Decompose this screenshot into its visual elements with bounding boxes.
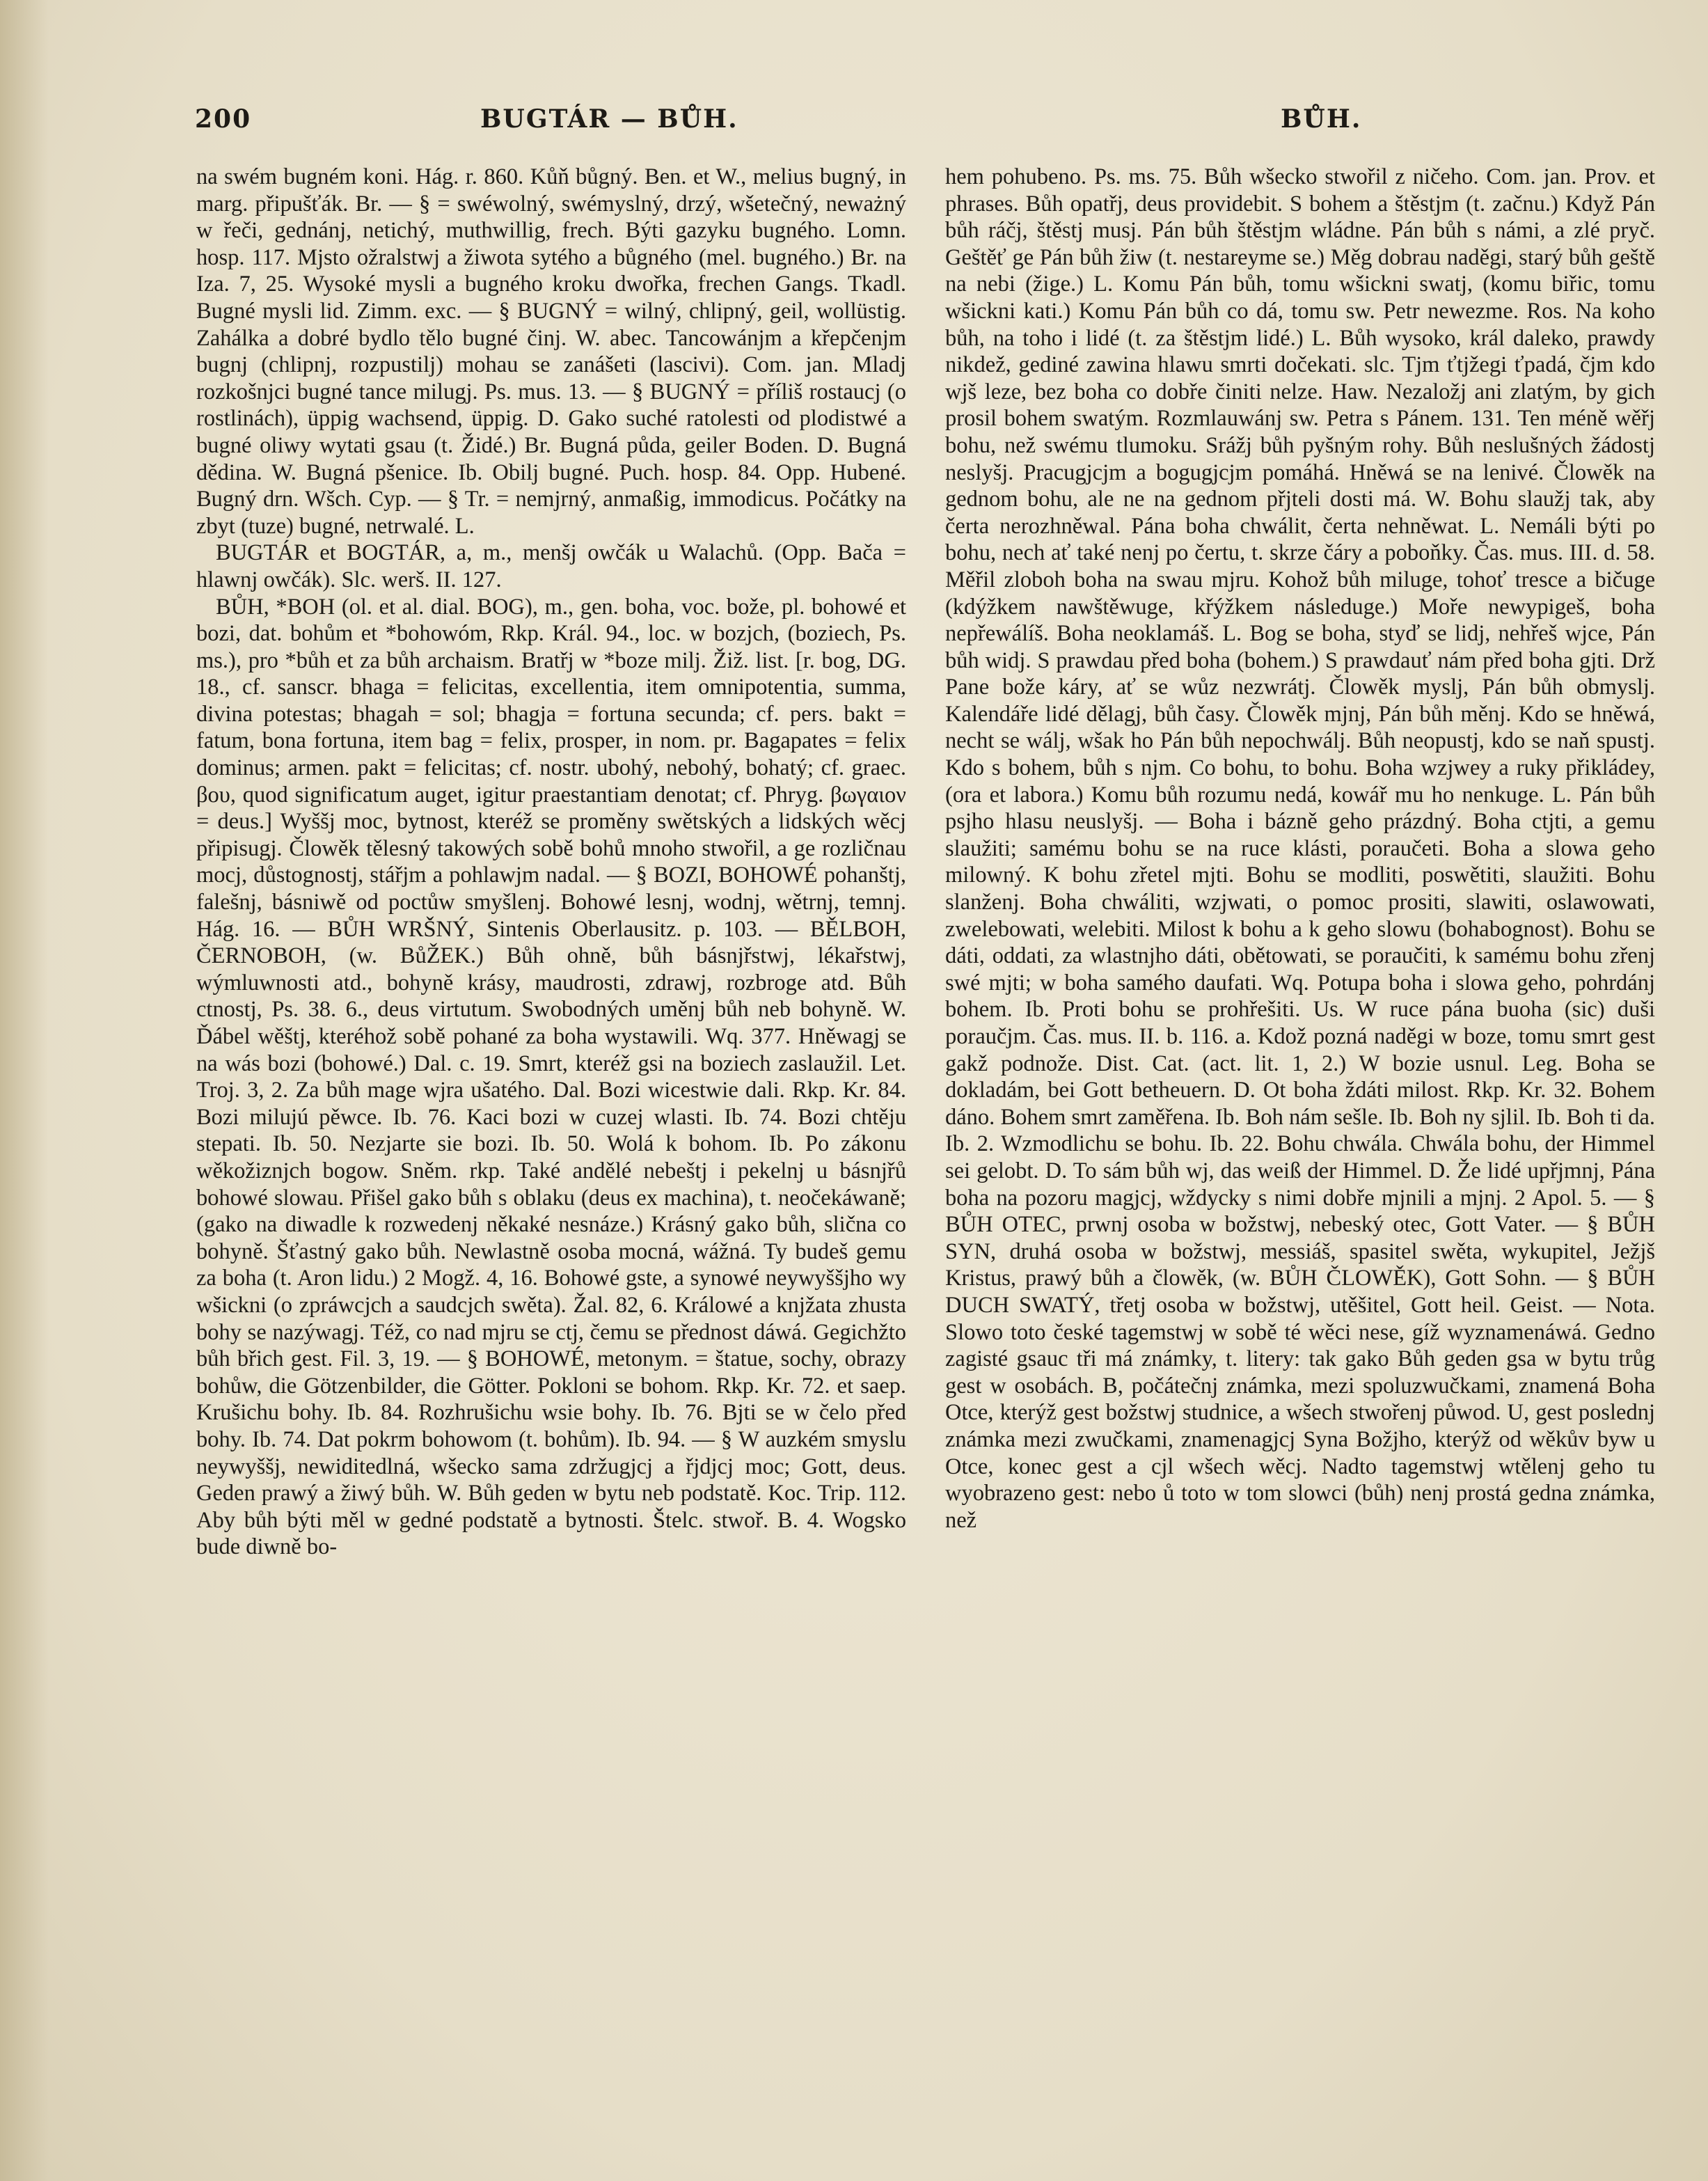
page-gutter-shadow: [0, 0, 49, 2181]
page-number: 200: [195, 104, 252, 134]
page-header: [195, 104, 1604, 146]
entry-buh-continuation: hem pohubeno. Ps. ms. 75. Bůh wšecko stwořil z ničeho. Com. jan. Prov. et phrases. Bůh opatřj, deus providebit. S bohem a štěstjm (t. začnu.) Když Pán bůh ráčj, štěstj musj. Pán bůh štěstjm wládne. Pán bůh s námi, a zlé pryč. Geštěť ge Pán bůh žiw (t. nestareyme se.) Měg dobrau naděgi, starý bůh geště na nebi (žige.) L. Komu Pán bůh, tomu wšickni swatj, (komu biřic, tomu wšickni kati.) Komu Pán bůh co dá, tomu sw. Petr newezme. Ros. Na koho bůh, na toho i lidé (t. za štěstjm lidé.) L. Bůh wysoko, král daleko, prawdy nikdež, gediné zawina hlawu smrti dočekati. slc. Tjm ťtjžegi ťpadá, čjm kdo wjš leze, bez boha co dobře činiti nelze. Haw. Nezaložj ani zlatým, by gich prosil bohem swatým. Rozmlauwánj sw. Petra s Pánem. 131. Ten méně wěřj bohu, než swému tlumoku. Srážj bůh pyšným rohy. Bůh neslušných žádostj neslyšj. Pracugjcjm a bogugjcjm pomáhá. Hněwá se na lenivé. Člowěk na gednom bohu, ale ne na gednom přjteli dosti má. W. Bohu slaužj tak, aby čerta nerozhněwal. Pána boha chwálit, čerta nehněwat. L. Nemáli býti po bohu, nech ať také nenj po čertu, t. skrze čáry a poboňky. Čas. mus. III. d. 58. Měřil zloboh boha na swau mjru. Kohož bůh miluge, tohoť tresce a bičuge (kdýžkem nawštěwuge, křýžkem následuge.) Moře newypigeš, boha nepřewálíš. Boha neoklamáš. L. Bog se boha, styď se lidj, nehřeš wjce, Pán bůh widj. S prawdau před boha (bohem.) S prawdauť nám před boha gjti. Drž Pane bože káry, ať se wůz nezwrátj. Člowěk myslj, Pán bůh obmyslj. Kalendáře lidé dělagj, bůh časy. Člowěk mjnj, Pán bůh měnj. Kdo se hněwá, necht se wálj, wšak ho Pán bůh nepochwálj. Bůh neopustj, kdo se naň spustj. Kdo s bohem, bůh s njm. Co bohu, to bohu. Boha wzjwey a ruky přikládey, (ora et labora.) Komu bůh rozumu nedá, kowář mu ho nenkuge. L. Pán bůh psjho hlasu neuslyšj. — Boha i bázně geho prázdný. Boha ctjti, a gemu slaužiti; samému bohu se na ruce klásti, poraučeti. Boha a slowa geho milowný. K bohu zřetel mjti. Bohu se modliti, poswětiti, slaužiti. Bohu slanženj. Boha chwáliti, wzjwati, o pomoc prositi, slawiti, oslawowati, zwelebowati, welebiti. Milost k bohu a k geho slowu (bohabognost). Bohu se dáti, oddati, za wlastnjho dáti, obětowati, se poraučiti, k samému bohu zřenj swé mjti; w boha samého daufati. Wq. Potupa boha i slowa geho, pohrdánj bohem. Ib. Proti bohu se prohřešiti. Us. W ruce pána buoha (sic) duši poraučjm. Čas. mus. II. b. 116. a. Kdož pozná naděgi w boze, tomu smrt gest gakž podnože. Dist. Cat. (act. lit. 1, 2.) W bozie usnul. Leg. Boha se dokladám, bei Gott betheuern. D. Ot boha ždáti milost. Rkp. Kr. 32. Bohem dáno. Bohem smrt zaměřena. Ib. Boh nám sešle. Ib. Boh ny sjlil. Ib. Boh ti da. Ib. 2. Wzmodlichu se bohu. Ib. 22. Bohu chwála. Chwála bohu, der Himmel sei gelobt. D. To sám bůh wj, das weiß der Himmel. D. Že lidé upřjmnj, Pána boha na pozoru magjcj, wždycky s nimi dobře mjnili a mjnj. 2 Apol. 5. — § BŮH OTEC, prwnj osoba w božstwj, nebeský otec, Gott Vater. — § BŮH SYN, druhá osoba w božstwj, messiáš, spasitel swěta, wykupitel, Ježjš Kristus, prawý bůh a člowěk, (w. BŮH ČLOWĚK), Gott Sohn. — § BŮH DUCH SWATÝ, třetj osoba w božstwj, utěšitel, Gott heil. Geist. — Nota. Slowo toto české tagemstwj w sobě té wěci nese, gíž wyznamenáwá. Gedno zagisté gsauc tři má známky, t. litery: tak gako Bůh geden gsa w bytu trůg gest w osobách. B, počátečnj známka, mezi spoluzwučkami, znamená Boha Otce, kterýž gest božstwj studnice, a wšech stwořenj půwod. U, gest poslednj známka mezi zwučkami, znamenagjcj Syna Božjho, kterýž od wěkův byw u Otce, konec gest a cjl wšech wěcj. Nadto tagemstwj wtělenj geho tu wyobrazeno gest: nebo ů toto w tom slowci (bůh) nenj prostá gedna známka, než: [945, 164, 1655, 1533]
entry-buh: BŮH, *BOH (ol. et al. dial. BOG), m., gen. boha, voc. bože, pl. bohowé et bozi, dat. bohům et *bohowóm, Rkp. Král. 94., loc. w bozjch, (boziech, Ps. ms.), pro *bůh et za bůh archaism. Bratřj w *boze milj. Žiž. list. [r. bog, DG. 18., cf. sanscr. bhaga = felicitas, excellentia, item omnipotentia, summa, divina potestas; bhagah = sol; bhagja = fortuna secunda; cf. pers. bakt = fatum, bona fortuna, item bag = felix, prosper, in nom. pr. Bagapates = felix dominus; armen. pakt = felicitas; cf. nostr. ubohý, nebohý, bohatý; cf. graec. βου, quod significatum auget, igitur praestantiam denotat; cf. Phryg. βωγαιον = deus.] Wyššj moc, bytnost, kteréž se proměny swětských a lidských wěcj připisugj. Člowěk tělesný takowých sobě bohů mnoho stwořil, a ge rozličnau mocj, důstognostj, stářjm a pohlawjm nadal. — § BOZI, BOHOWÉ pohanštj, falešnj, básniwě od poctůw smyšlenj. Bohowé lesnj, wodnj, wětrnj, temnj. Hág. 16. — BŮH WRŠNÝ, Sintenis Oberlausitz. p. 103. — BĚLBOH, ČERNOBOH, (w. BůŽEK.) Bůh ohně, bůh básnjřstwj, lékařstwj, wýmluwnosti atd., bohyně krásy, maudrosti, zdrawj, rozbroge atd. Bůh ctnostj, Ps. 38. 6., deus virtutum. Swobodných uměnj bůh neb bohyně. W. Ďábel wěštj, kteréhož sobě pohané za boha wystawili. Wq. 377. Hněwagj se na wás bozi (bohowé.) Dal. c. 19. Smrt, kteréž gsi na boziech zaslaužil. Let. Troj. 3, 2. Za bůh mage wjra ušatého. Dal. Bozi wicestwie dali. Rkp. Kr. 84. Bozi milujú pěwce. Ib. 76. Kaci bozi w cuzej wlasti. Ib. 74. Bozi chtěju stepati. Ib. 50. Nezjarte sie bozi. Ib. 50. Wolá k bohom. Ib. Po zákonu wěkožiznjch bogow. Sněm. rkp. Také andělé nebeštj i pekelnj u básnjřů bohowé slowau. Přišel gako bůh s oblaku (deus ex machina), t. neočekáwaně; (gako na diwadle k rozwedenj někaké nesnáze.) Krásný gako bůh, slična co bohyně. Šťastný gako bůh. Newlastně osoba mocná, wážná. Ty budeš gemu za boha (t. Aron lidu.) 2 Mogž. 4, 16. Bohowé gste, a synowé neywyššjho wy wšickni (o zpráwcjch a saudcjch swěta). Žal. 82, 6. Králowé a knjžata zhusta bohy se nazýwagj. Též, co nad mjru se ctj, čemu se přednost dáwá. Gegichžto bůh břich gest. Fil. 3, 19. — § BOHOWÉ, metonym. = štatue, sochy, obrazy bohůw, die Götzenbilder, die Götter. Pokloni se bohom. Rkp. Kr. 72. et saep. Krušichu bohy. Ib. 84. Rozhrušichu wsie bohy. Ib. 76. Bjti se w čelo před bohy. Ib. 74. Dat pokrm bohowom (t. bohům). Ib. 94. — § W auzkém smyslu neywyššj, newiditedlná, wšecko sama zdržugjcj a řjdjcj moc; Gott, deus. Geden prawý a žiwý bůh. W. Bůh geden w bytu neb podstatě. Koc. Trip. 112. Aby bůh býti měl w gedné podstatě a bytnosti. Štelc. stwoř. B. 4. Wogsko bude diwně bo-: [196, 594, 906, 1560]
entry-bugny-continuation: na swém bugném koni. Hág. r. 860. Kůň bůgný. Ben. et W., melius bugný, in marg. připušťák. Br. — § = swéwolný, swémyslný, drzý, wšetečný, neważný w řeči, gednánj, netichý, muthwillig, frech. Býti gazyku bugného. Lomn. hosp. 117. Mjsto ožralstwj a žiwota sytého a bůgného (mel. bugného.) Br. na Iza. 7, 25. Wysoké mysli a bugného kroku dwořka, frechen Gangs. Tkadl. Bugné mysli lid. Zimm. exc. — § BUGNÝ = wilný, chlipný, geil, wollüstig. Zahálka a dobré bydlo tělo bugné činj. W. abec. Tancowánjm a křepčenjm bugnj (chlipnj, rozpustilj) mohau se zanášeti (lascivi). Com. jan. Mladj rozkošnjci bugné tance milugj. Ps. mus. 13. — § BUGNÝ = příliš rostaucj (o rostlinách), üppig wachsend, üppig. D. Gako suché ratolesti od plodistwé a bugné oliwy wytati gsau (t. Židé.) Br. Bugná půda, geiler Boden. D. Bugná dědina. W. Bugná pšenice. Ib. Obilj bugné. Puch. hosp. 84. Opp. Hubené. Bugný drn. Wšch. Cyp. — § Tr. = nemjrný, anmaßig, immodicus. Počátky na zbyt (tuze) bugné, netrwalé. L.: [196, 164, 906, 539]
running-head-left: BUGTÁR — BŮH.: [480, 104, 738, 134]
left-column: [196, 164, 906, 1561]
right-column: [945, 164, 1655, 1534]
entry-bugtar: BUGTÁR et BOGTÁR, a, m., menšj owčák u Walachů. (Opp. Bača = hlawnj owčák). Slc. werš. II. 127.: [196, 540, 906, 592]
running-head-right: BŮH.: [1281, 104, 1362, 134]
